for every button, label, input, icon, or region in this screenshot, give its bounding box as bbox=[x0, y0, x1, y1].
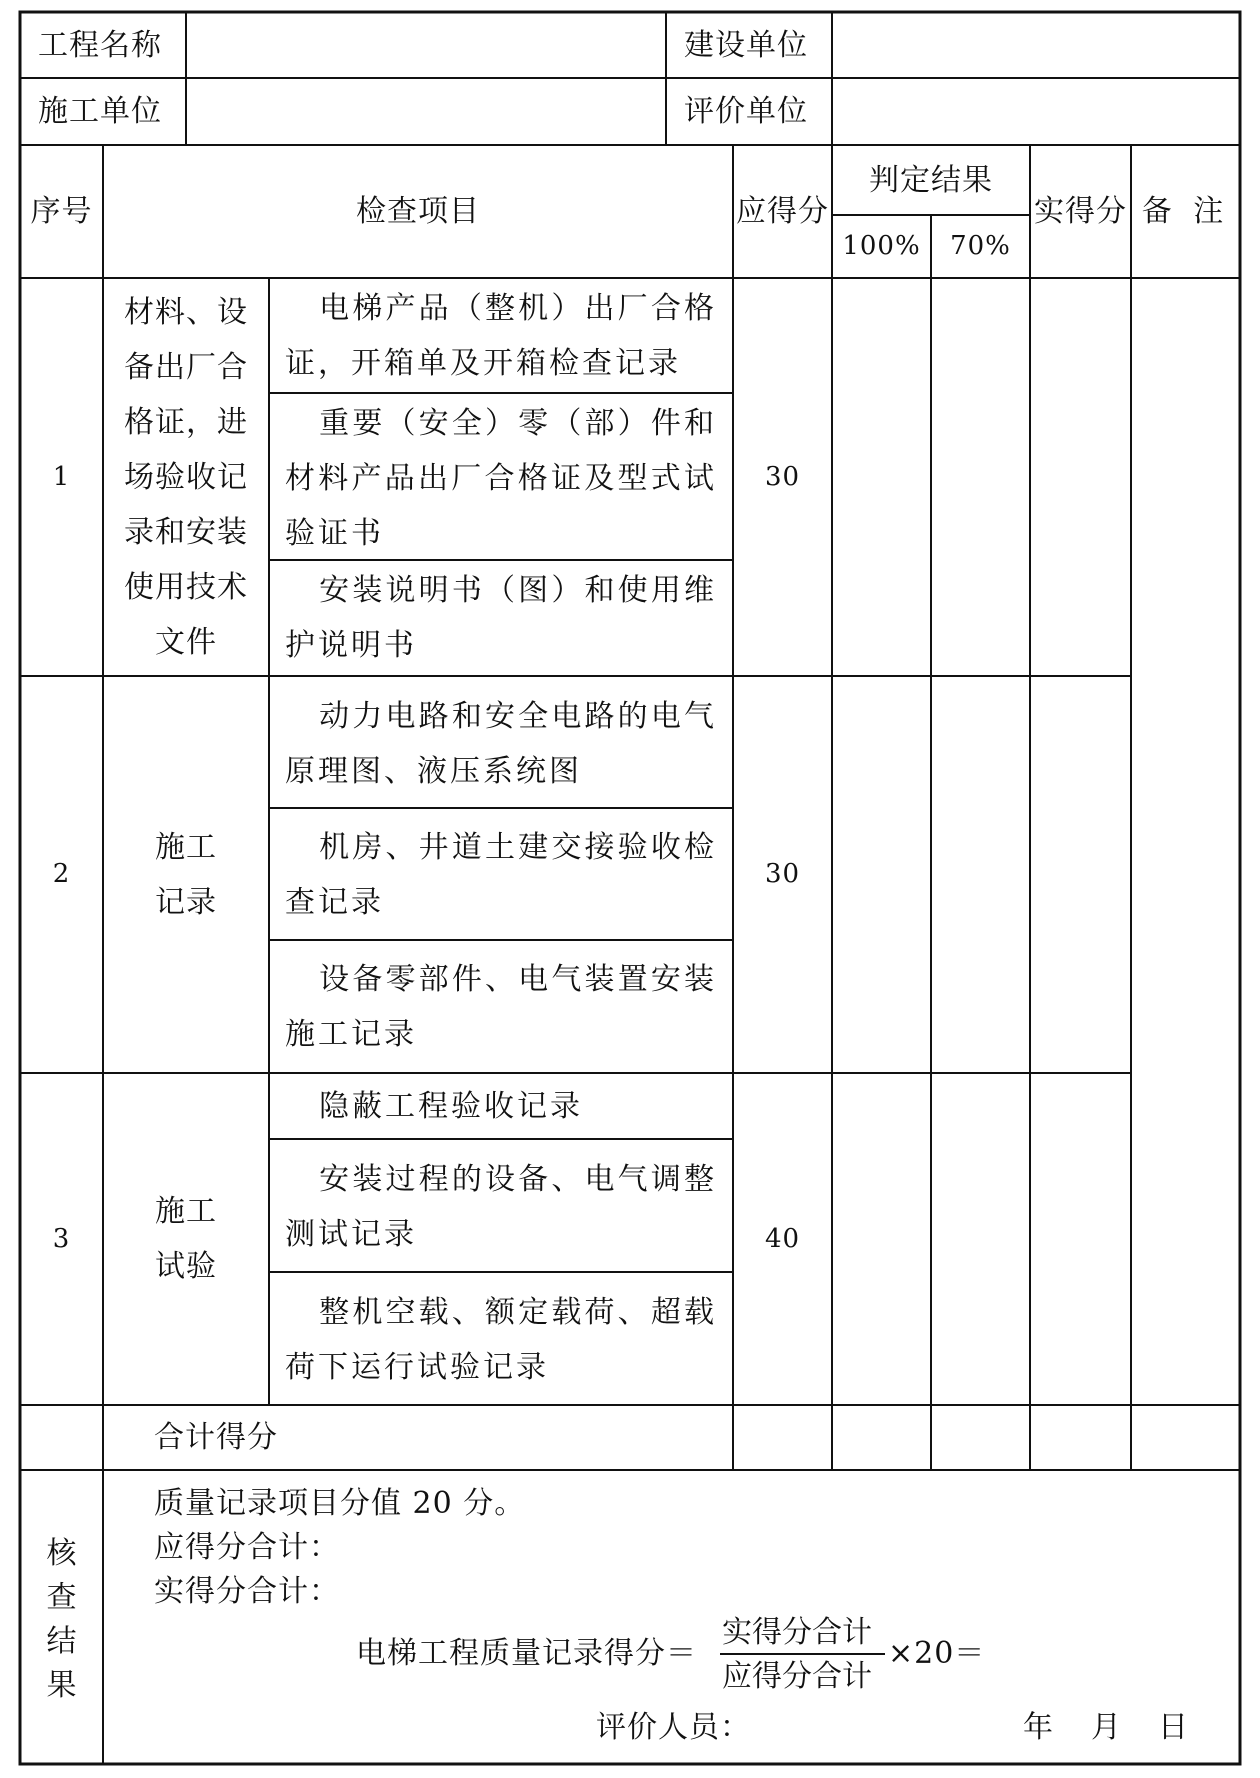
construction-unit-label: 建设单位 bbox=[684, 28, 808, 63]
formula-numerator: 实得分合计 bbox=[722, 1615, 872, 1650]
group-score: 30 bbox=[764, 859, 801, 889]
review-line-1: 质量记录项目分值 20 分。 bbox=[154, 1486, 526, 1521]
review-line-2: 应得分合计： bbox=[154, 1530, 340, 1565]
col-check-item: 检查项目 bbox=[356, 194, 480, 229]
group-score: 30 bbox=[764, 461, 801, 492]
date-month: 月 bbox=[1091, 1710, 1122, 1745]
check-item: 设备零部件、电气装置安装施工记录 bbox=[285, 962, 717, 1052]
col-result: 判定结果 bbox=[869, 162, 993, 198]
check-item: 机房、井道土建交接验收检查记录 bbox=[285, 830, 717, 920]
group-seq: 2 bbox=[52, 859, 71, 889]
review-label: 核查结果 bbox=[46, 1536, 78, 1703]
check-item: 整机空载、额定载荷、超载荷下运行试验记录 bbox=[285, 1295, 717, 1385]
group-category: 施工试验 bbox=[155, 1194, 217, 1284]
group-score: 40 bbox=[764, 1223, 801, 1254]
group-category: 施工记录 bbox=[155, 829, 217, 920]
check-item: 安装过程的设备、电气调整测试记录 bbox=[285, 1162, 717, 1252]
col-seq: 序号 bbox=[30, 194, 93, 229]
date-day: 日 bbox=[1158, 1710, 1189, 1745]
fraction-bar bbox=[720, 1653, 885, 1655]
formula-denominator: 应得分合计 bbox=[722, 1659, 872, 1694]
col-pct70: 70% bbox=[950, 231, 1011, 261]
project-name-label: 工程名称 bbox=[38, 28, 162, 63]
col-pct100: 100% bbox=[842, 231, 921, 261]
check-item: 安装说明书（图）和使用维护说明书 bbox=[285, 573, 717, 663]
group-category: 材料、设备出厂合格证，进场验收记录和安装使用技术文件 bbox=[124, 294, 248, 660]
total-score-label: 合计得分 bbox=[154, 1420, 278, 1455]
builder-label: 施工单位 bbox=[38, 94, 162, 129]
col-actual-score: 实得分 bbox=[1034, 194, 1127, 229]
check-item: 电梯产品（整机）出厂合格证，开箱单及开箱检查记录 bbox=[285, 291, 717, 381]
group-seq: 1 bbox=[52, 461, 71, 492]
check-item: 隐蔽工程验收记录 bbox=[319, 1089, 583, 1124]
formula-suffix: ×20＝ bbox=[888, 1636, 986, 1671]
check-item: 重要（安全）零（部）件和材料产品出厂合格证及型式试验证书 bbox=[285, 406, 717, 551]
evaluator-unit-label: 评价单位 bbox=[684, 94, 808, 129]
check-item: 动力电路和安全电路的电气原理图、液压系统图 bbox=[285, 699, 717, 789]
date-year: 年 bbox=[1023, 1710, 1054, 1745]
col-should-score: 应得分 bbox=[736, 194, 829, 229]
col-remark: 备 注 bbox=[1141, 194, 1230, 229]
group-seq: 3 bbox=[52, 1223, 71, 1254]
evaluator-person-label: 评价人员： bbox=[596, 1710, 751, 1745]
formula-prefix: 电梯工程质量记录得分＝ bbox=[356, 1636, 697, 1671]
review-line-3: 实得分合计： bbox=[154, 1574, 340, 1609]
